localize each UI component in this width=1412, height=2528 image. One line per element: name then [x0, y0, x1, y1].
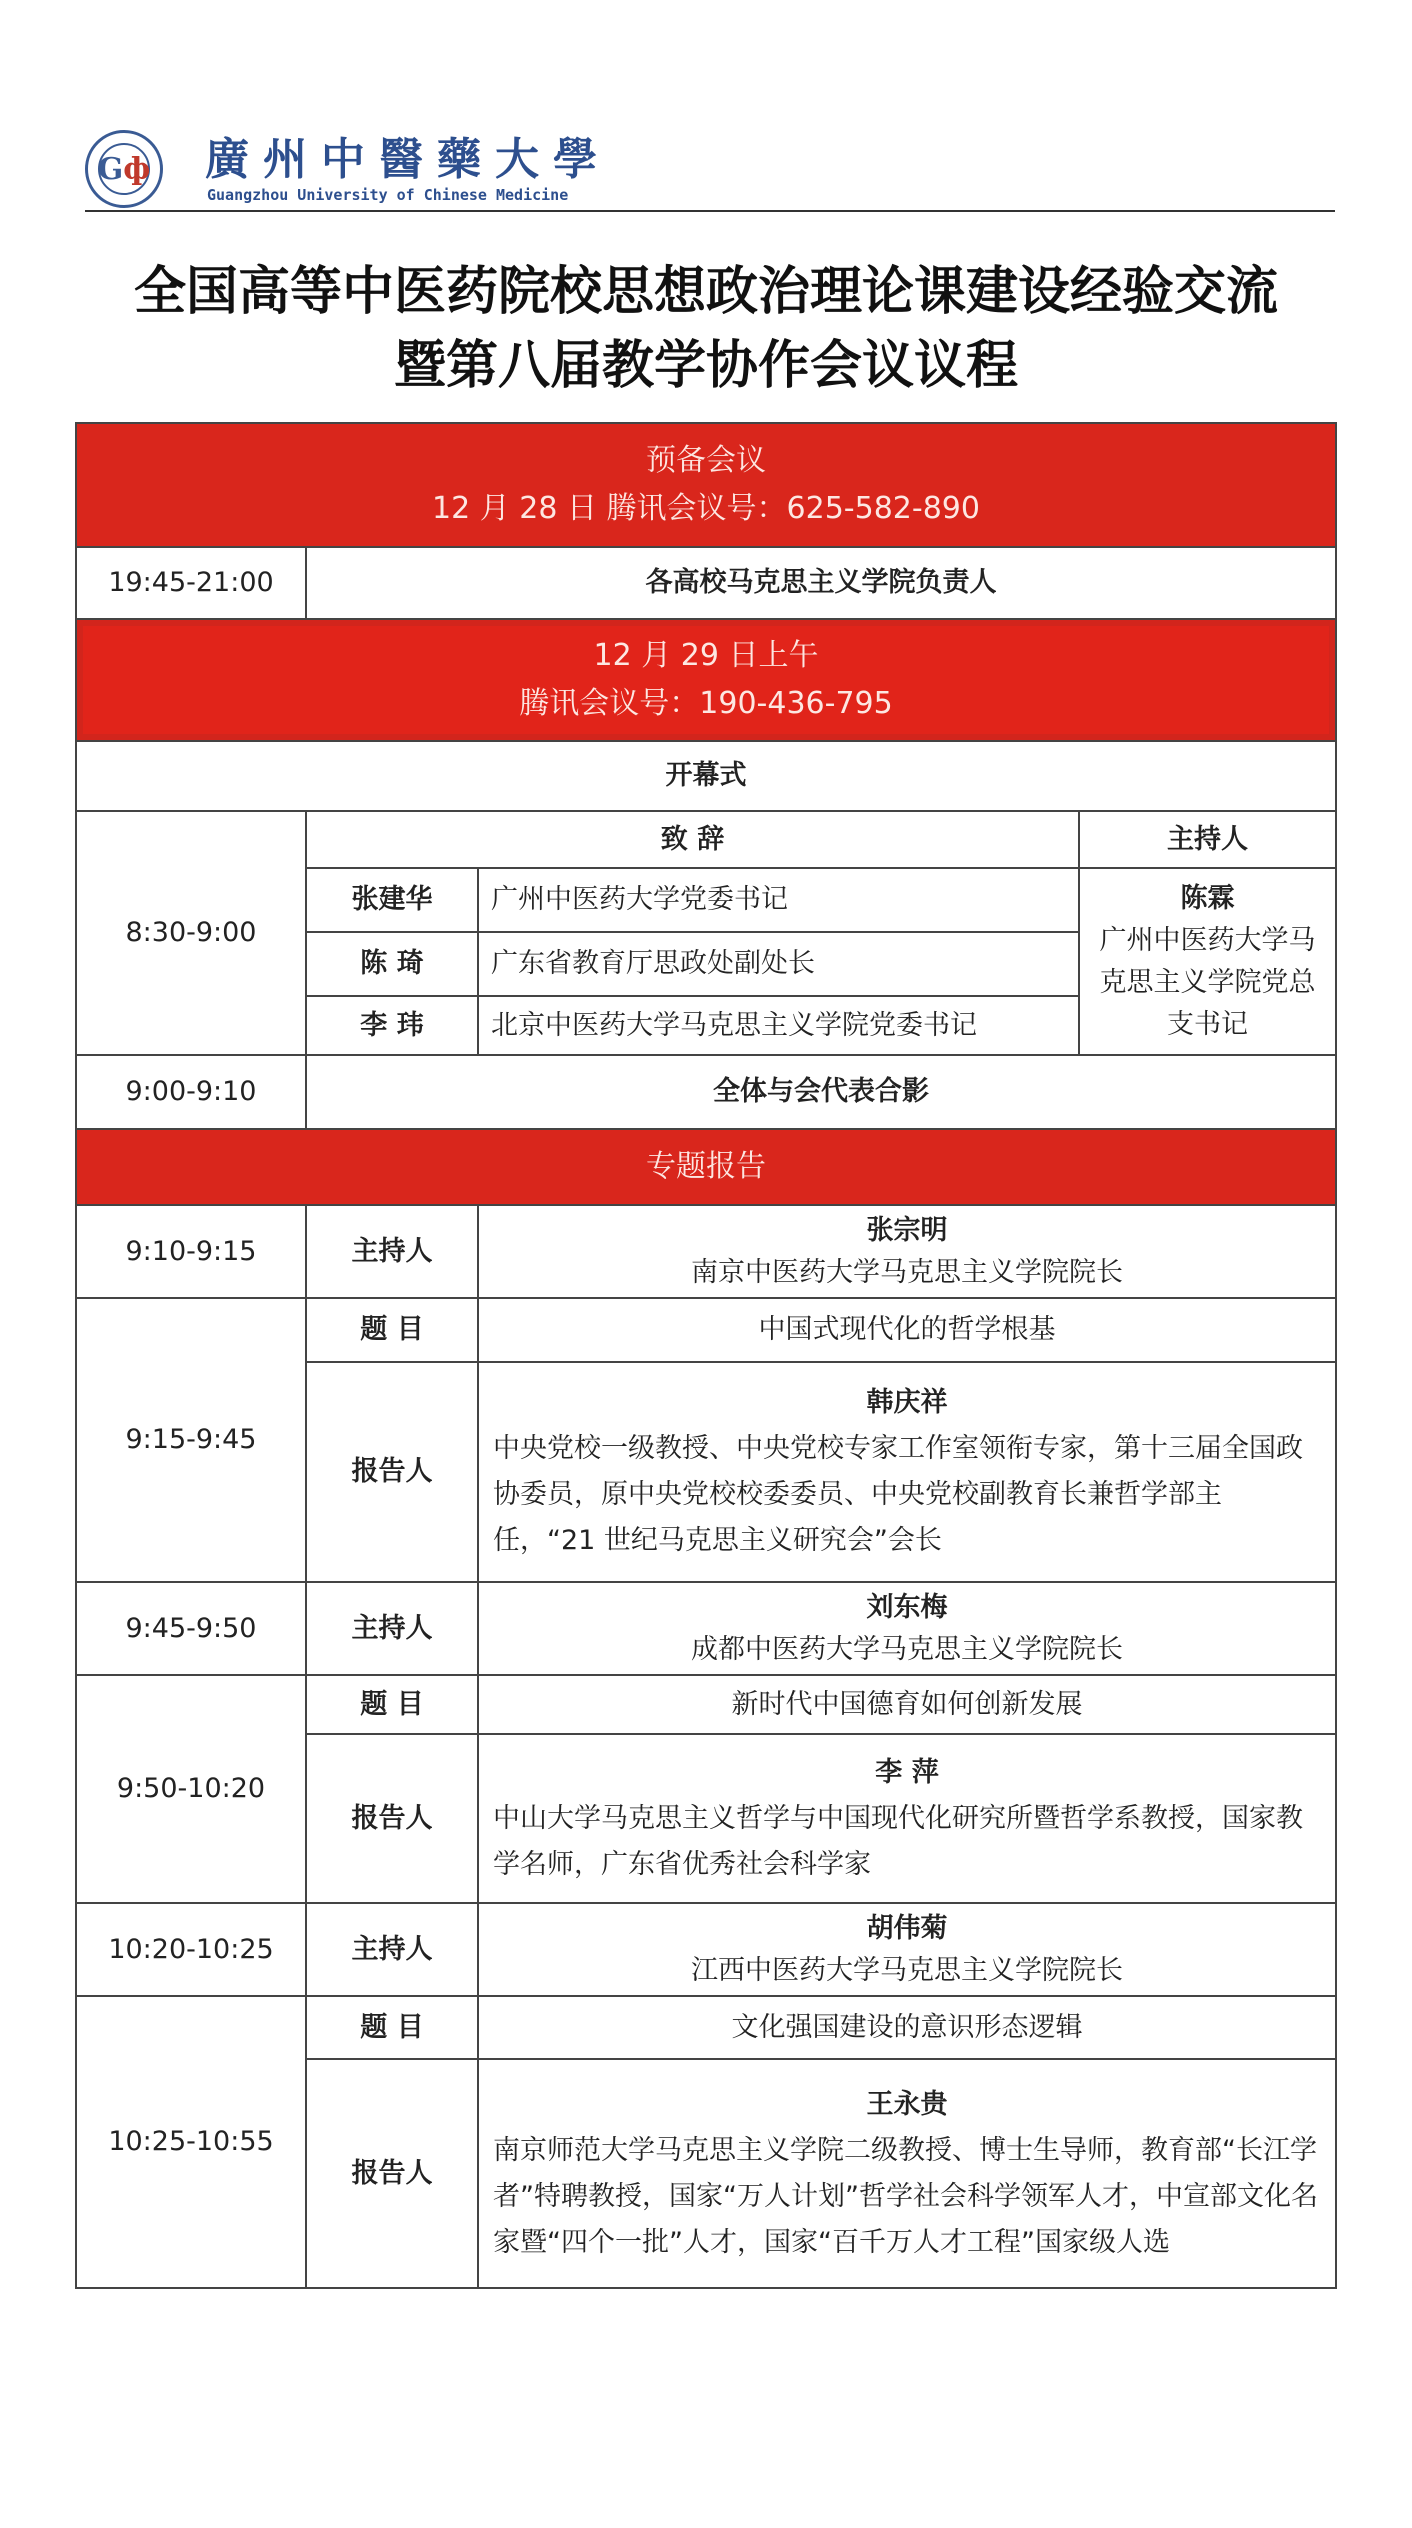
time-cell: 10:20-10:25 [76, 1903, 306, 1996]
table-row [76, 1055, 1336, 1129]
host-name: 张宗明 [866, 1214, 948, 1246]
host-label: 主持人 [306, 1582, 478, 1675]
host-title: 成都中医药大学马克思主义学院院长 [691, 1633, 1123, 1665]
table-row [76, 1298, 1336, 1362]
prep-heading: 预备会议 [646, 443, 766, 478]
table-row [76, 1903, 1336, 1996]
university-name-cn: 廣州中醫藥大學 [205, 134, 611, 185]
host-name: 陈霖 [1180, 882, 1235, 914]
time-cell: 9:45-9:50 [76, 1582, 306, 1675]
day-meeting: 腾讯会议号：190-436-795 [519, 686, 893, 721]
speaker-title: 广州中医药大学党委书记 [478, 868, 1079, 932]
topic-label: 题 目 [306, 1996, 478, 2059]
host-header: 主持人 [1079, 811, 1336, 868]
page-title-line1: 全国高等中医药院校思想政治理论课建设经验交流 [133, 262, 1278, 322]
reporter-label: 报告人 [306, 1734, 478, 1903]
reporter-name: 韩庆祥 [866, 1387, 948, 1418]
host-name: 刘东梅 [866, 1591, 948, 1623]
day-date: 12 月 29 日上午 [593, 638, 819, 673]
agenda-table [75, 422, 1337, 2289]
time-cell: 9:15-9:45 [76, 1298, 306, 1582]
university-logo: G ф [85, 130, 163, 208]
reporter-label: 报告人 [306, 1362, 478, 1582]
university-header [85, 128, 1335, 210]
speaker-name: 张建华 [306, 868, 478, 932]
reporter-name: 李 萍 [875, 1756, 939, 1788]
table-row [76, 1996, 1336, 2059]
prep-participants: 各高校马克思主义学院负责人 [306, 547, 1336, 619]
speech-header: 致 辞 [306, 811, 1079, 868]
reporter-bio: 中山大学马克思主义哲学与中国现代化研究所暨哲学系教授，国家教学名师，广东省优秀社会科学家 [493, 1802, 1303, 1880]
table-row [76, 1675, 1336, 1734]
reporter-bio: 南京师范大学马克思主义学院二级教授、博士生导师，教育部“长江学者”特聘教授，国家“万人计划”哲学社会科学领军人才，中宣部文化名家暨“四个一批”人才，国家“百千万人才工程”国家级人选 [493, 2134, 1318, 2258]
table-row [76, 811, 1336, 868]
host-label: 主持人 [306, 1205, 478, 1298]
topic: 文化强国建设的意识形态逻辑 [478, 1996, 1336, 2059]
group-photo: 全体与会代表合影 [306, 1055, 1336, 1129]
topic: 中国式现代化的哲学根基 [478, 1298, 1336, 1362]
prep-header-row [76, 423, 1336, 547]
reports-header-row [76, 1129, 1336, 1205]
university-name-en: Guangzhou University of Chinese Medicine [207, 186, 569, 204]
table-row [76, 1205, 1336, 1298]
opening-heading: 开幕式 [76, 741, 1336, 811]
reporter-name: 王永贵 [866, 2088, 948, 2120]
opening-row [76, 741, 1336, 811]
host-title: 南京中医药大学马克思主义学院院长 [691, 1256, 1123, 1288]
header-divider [85, 210, 1335, 212]
reporter-bio: 中央党校一级教授、中央党校专家工作室领衔专家，第十三届全国政协委员，原中央党校校委委员、中央党校副教育长兼哲学部主任，“21 世纪马克思主义研究会”会长 [493, 1433, 1303, 1556]
reports-heading: 专题报告 [76, 1129, 1336, 1205]
reporter-label: 报告人 [306, 2059, 478, 2288]
topic: 新时代中国德育如何创新发展 [478, 1675, 1336, 1734]
time-cell: 9:50-10:20 [76, 1675, 306, 1903]
table-row [76, 1582, 1336, 1675]
topic-label: 题 目 [306, 1675, 478, 1734]
speaker-title: 北京中医药大学马克思主义学院党委书记 [478, 996, 1079, 1055]
day-header-row [76, 619, 1336, 741]
speaker-name: 陈 琦 [306, 932, 478, 996]
host-name: 胡伟菊 [866, 1912, 948, 1944]
page-title-line2: 暨第八届教学协作会议议程 [393, 336, 1018, 396]
time-cell: 10:25-10:55 [76, 1996, 306, 2288]
speaker-name: 李 玮 [306, 996, 478, 1055]
prep-meeting: 12 月 28 日 腾讯会议号：625-582-890 [432, 491, 980, 526]
table-row [76, 547, 1336, 619]
time-cell: 8:30-9:00 [76, 811, 306, 1055]
host-title: 广州中医药大学马克思主义学院党总支书记 [1099, 924, 1316, 1040]
time-cell: 9:00-9:10 [76, 1055, 306, 1129]
topic-label: 题 目 [306, 1298, 478, 1362]
time-cell: 9:10-9:15 [76, 1205, 306, 1298]
time-cell: 19:45-21:00 [76, 547, 306, 619]
host-title: 江西中医药大学马克思主义学院院长 [691, 1954, 1123, 1986]
speaker-title: 广东省教育厅思政处副处长 [478, 932, 1079, 996]
host-label: 主持人 [306, 1903, 478, 1996]
